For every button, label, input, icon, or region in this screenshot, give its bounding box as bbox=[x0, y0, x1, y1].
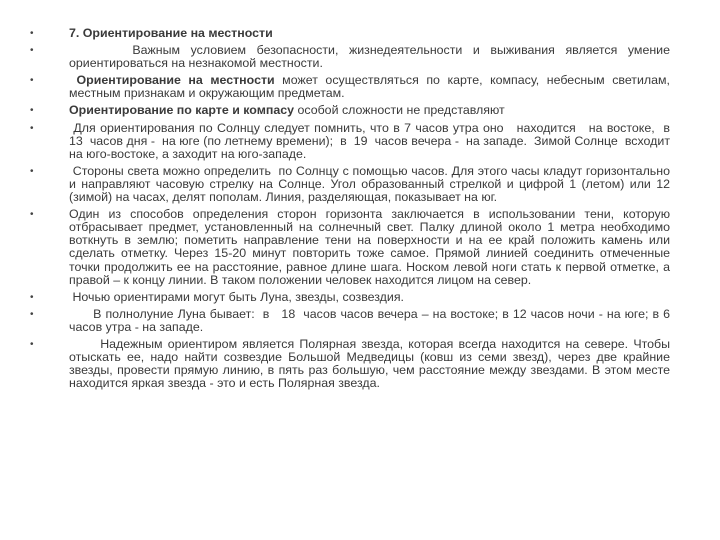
item-body-text: Стороны света можно определить по Солнцу с помощью часов. Для этого часы кладут горизонтально и направляют часовую стрелку на Солнце. Угол образованный стрелкой и цифрой 1 (летом) или 12 (зимой) на часах, делят пополам. Линия, разделяющая, показывает на юг. bbox=[69, 163, 674, 205]
bullet-icon: • bbox=[30, 338, 34, 350]
bullet-icon: • bbox=[30, 209, 34, 221]
bullet-icon: • bbox=[30, 28, 34, 39]
item-text bbox=[69, 291, 670, 304]
list-item bbox=[30, 27, 670, 40]
bullet-icon: • bbox=[30, 291, 34, 303]
item-body-text: Ночью ориентирами могут быть Луна, звезды, созвездия. bbox=[69, 289, 404, 304]
list-item bbox=[30, 336, 674, 391]
bullet-icon: • bbox=[30, 308, 34, 320]
bullet-icon: • bbox=[30, 105, 34, 117]
list-item bbox=[30, 73, 674, 101]
bullet-icon: • bbox=[30, 122, 34, 134]
item-body-text: Важным условием безопасности, жизнедеятельности и выживания является умение ориентироваться на незнакомой местности. bbox=[69, 43, 674, 71]
item-text bbox=[69, 43, 674, 71]
list-item bbox=[30, 104, 670, 117]
list-item bbox=[30, 120, 677, 161]
item-text bbox=[69, 104, 670, 117]
item-body-text: Надежным ориентиром является Полярная звезда, которая всегда находится на севере. Чтобы отыскать ее, надо найти созвездие Большой Медведицы (ковш из семи звезд), через две крайние звезды, провести прямую линию, в пять раз большую, чем расстояние между звездами. В этом месте находится яркая звезда - это и есть Полярная звезда. bbox=[69, 336, 674, 391]
list-item bbox=[30, 291, 670, 304]
item-body-text: Один из способов определения сторон горизонта заключается в использовании тени, которую отбрасывает предмет, установленный на солнечный свет. Палку длиной около 1 метра необходимо воткнуть в землю; пометить направление тени на поверхности и на ее край положить камень или сделать отметку. Через 15-20 минут повторить тоже самое. Прямой линией соединить отмеченные точки продолжить ее на расстояние, равное длине шага. Носком левой ноги стать к первой отметке, а правой – к концу линии. В таком положении человек находится лицом на север. bbox=[69, 207, 674, 287]
item-body-text: особой сложности не представляют bbox=[294, 103, 505, 118]
item-text bbox=[69, 163, 674, 205]
item-text bbox=[69, 73, 674, 101]
bullet-icon: • bbox=[30, 165, 34, 177]
list-item bbox=[30, 163, 674, 205]
item-text bbox=[69, 306, 674, 334]
item-body-text: В полнолуние Луна бывает: в 18 часов часов вечера – на востоке; в 12 часов ночи - на юге; в 6 часов утра - на западе. bbox=[69, 306, 674, 334]
item-body-text: может осуществляться по карте, компасу, небесным светилам, местным признакам и окружающим предметам. bbox=[69, 73, 674, 101]
item-text bbox=[69, 207, 674, 287]
item-bold-text: Ориентирование на местности bbox=[69, 73, 275, 88]
item-bold-text: 7. Ориентирование на местности bbox=[69, 26, 273, 40]
item-text bbox=[69, 120, 677, 161]
item-bold-text: Ориентирование по карте и компасу bbox=[69, 103, 295, 118]
item-text bbox=[69, 336, 674, 391]
list-item bbox=[30, 306, 674, 334]
item-text bbox=[69, 27, 670, 40]
list-item bbox=[30, 207, 674, 287]
bullet-list bbox=[30, 26, 677, 391]
item-body-text: Для ориентирования по Солнцу следует помнить, что в 7 часов утра оно находится на востоке, в 13 часов дня - на юге (по летнему времени); в 19 часов вечера - на западе. Зимой Солнце всходит на юго-востоке, а заходит на юго-западе. bbox=[69, 120, 677, 161]
list-item bbox=[30, 43, 674, 71]
bullet-icon: • bbox=[30, 45, 34, 57]
bullet-icon: • bbox=[30, 75, 34, 87]
